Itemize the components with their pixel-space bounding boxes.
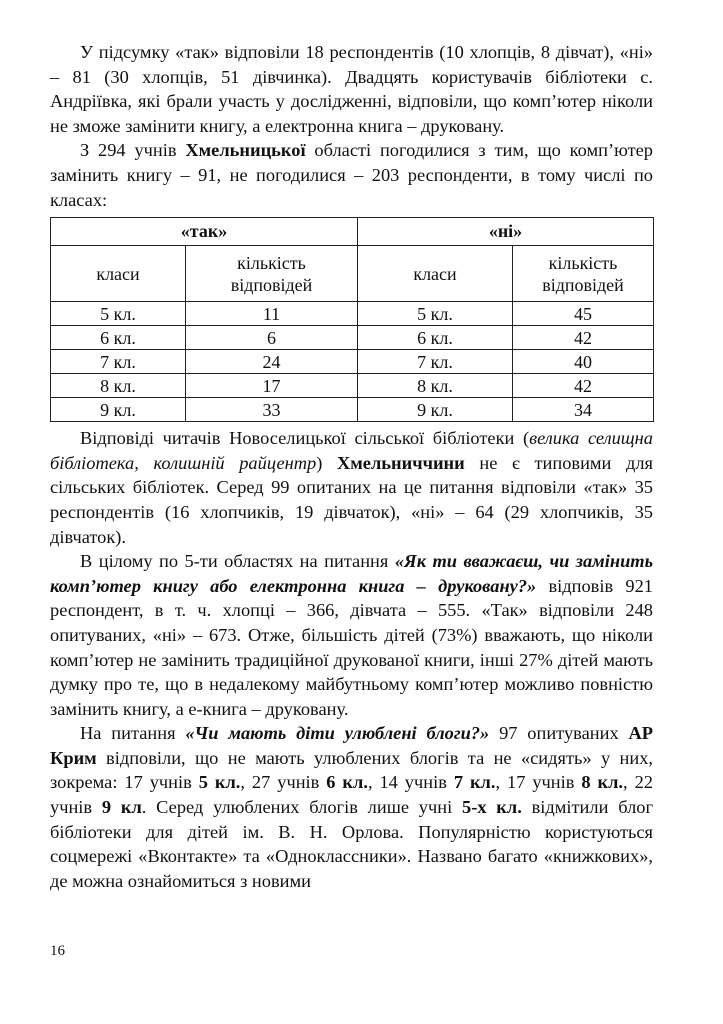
text-run: , 27 учнів: [240, 772, 327, 793]
cell-yes-class: 6 кл.: [51, 326, 186, 350]
group-header-no: «ні»: [358, 218, 654, 246]
cell-yes-count: 6: [186, 326, 358, 350]
bold-text: Хмельницької: [185, 140, 306, 161]
paragraph: [50, 40, 653, 138]
bold-text: 6 кл.: [326, 772, 368, 793]
text-run: З 294 учнів: [80, 140, 186, 161]
text-run: . Серед улюблених блогів лише учні: [141, 797, 462, 818]
bold-text: 9 кл: [101, 797, 142, 818]
text-run: відповів 921 респондент, в т. ч. хлопці – 366, дівчата – 555. «Так» відповіли 248 опитуваних, «ні» – 673. Отже, більшість дітей (73%) вважають, що ніколи комп’ютер не замінить традиційної друкованої книги, інші 27% дітей мають думку про те, що в недалекому майбутньому комп’ютер можливо повністю замінить книгу, а е-книга – друковану.: [50, 575, 653, 719]
paragraph: [50, 138, 653, 212]
bold-text: 7 кл.: [453, 772, 496, 793]
table-row: [51, 398, 654, 422]
page-content: [50, 40, 653, 893]
cell-yes-class: 9 кл.: [51, 398, 186, 422]
column-header-count-line1: кількість: [237, 252, 306, 273]
paragraph: [50, 426, 653, 549]
group-header-yes: «так»: [51, 218, 358, 246]
column-header-class-yes: класи: [51, 246, 186, 302]
table-row: [51, 302, 654, 326]
bold-text: 5-х кл.: [462, 797, 522, 818]
bold-italic-text: «Як ти вважаєш, чи замінить комп’ютер книгу або електронна книга – друковану?»: [50, 551, 654, 596]
cell-no-class: 8 кл.: [358, 374, 513, 398]
table-group-header-row: [51, 218, 654, 246]
text-run: Відповіді читачів Новоселицької сільської бібліотеки (: [80, 428, 530, 449]
italic-text: велика селищна бібліотека, колишній райцентр: [50, 428, 653, 473]
text-run: , 17 учнів: [495, 772, 582, 793]
text-run: В цілому по 5-ти областях на питання: [80, 551, 395, 572]
text-block-before-table: [50, 40, 653, 212]
cell-yes-count: 17: [186, 374, 358, 398]
text-run: відповіли, що не мають улюблених блогів та не «сидять» у них, зокрема: 17 учнів: [50, 747, 653, 793]
paragraph: [50, 721, 653, 893]
table-column-header-row: [51, 246, 654, 302]
cell-no-class: 9 кл.: [358, 398, 513, 422]
column-header-count-yes: [186, 246, 358, 302]
cell-no-count: 34: [513, 398, 654, 422]
cell-no-class: 5 кл.: [358, 302, 513, 326]
cell-no-count: 42: [513, 326, 654, 350]
bold-text: Хмельниччини: [337, 452, 465, 473]
cell-yes-count: 11: [186, 302, 358, 326]
text-run: не є типовими для сільських бібліотек. Серед 99 опитаних на це питання відповіли «так» 35 респондентів (16 хлопчиків, 19 дівчаток), «ні» – 64 (29 хлопчиків, 35 дівчаток).: [50, 452, 654, 547]
text-run: відмітили блог бібліотеки для дітей ім. В. Н. Орлова. Популярністю користуються соцмережі «Вконтакте» та «Одноклассники». Названо багато «книжкових», де можна ознайомиться з новими: [50, 797, 654, 891]
text-run: У підсумку «так» відповіли 18 респондентів (10 хлопців, 8 дівчат), «ні» – 81 (30 хлопців, 51 дівчинка). Двадцять користувачів бібліотеки с. Андріївка, які брали участь у дослідженні, відповіли, що комп’ютер ніколи не зможе замінити книгу, а електронна книга – друковану.: [50, 42, 653, 136]
column-header-count-line1: кількість: [548, 252, 618, 273]
text-run: На питання: [80, 723, 186, 744]
cell-yes-class: 5 кл.: [51, 302, 186, 326]
cell-yes-class: 8 кл.: [51, 374, 186, 398]
cell-no-count: 45: [513, 302, 654, 326]
column-header-count-no: [513, 246, 654, 302]
text-run: області погодилися з тим, що комп’ютер замінить книгу – 91, не погодилися – 203 респонденти, в тому числі по класах:: [50, 140, 653, 210]
text-run: , 14 учнів: [367, 772, 454, 793]
survey-results-table: [50, 217, 654, 422]
column-header-count-line2: відповідей: [230, 274, 313, 295]
cell-no-count: 40: [513, 350, 654, 374]
cell-yes-count: 24: [186, 350, 358, 374]
text-run: , 22 учнів: [50, 772, 653, 818]
column-header-count-line2: відповідей: [542, 274, 624, 295]
table-row: [51, 374, 654, 398]
cell-no-class: 6 кл.: [358, 326, 513, 350]
table-row: [51, 350, 654, 374]
paragraph: [50, 549, 653, 721]
text-run: 97 опитуваних: [489, 723, 629, 744]
text-block-after-table: [50, 426, 653, 893]
column-header-class-no: класи: [358, 246, 513, 302]
cell-no-count: 42: [513, 374, 654, 398]
bold-text: АР Крим: [50, 723, 653, 768]
table-row: [51, 326, 654, 350]
bold-text: 5 кл.: [198, 772, 241, 793]
cell-yes-class: 7 кл.: [51, 350, 186, 374]
bold-text: 8 кл.: [581, 772, 624, 793]
page-number: 16: [50, 943, 65, 959]
text-run: ): [316, 452, 337, 473]
bold-italic-text: «Чи мають діти улюблені блоги?»: [185, 723, 490, 744]
cell-no-class: 7 кл.: [358, 350, 513, 374]
cell-yes-count: 33: [186, 398, 358, 422]
